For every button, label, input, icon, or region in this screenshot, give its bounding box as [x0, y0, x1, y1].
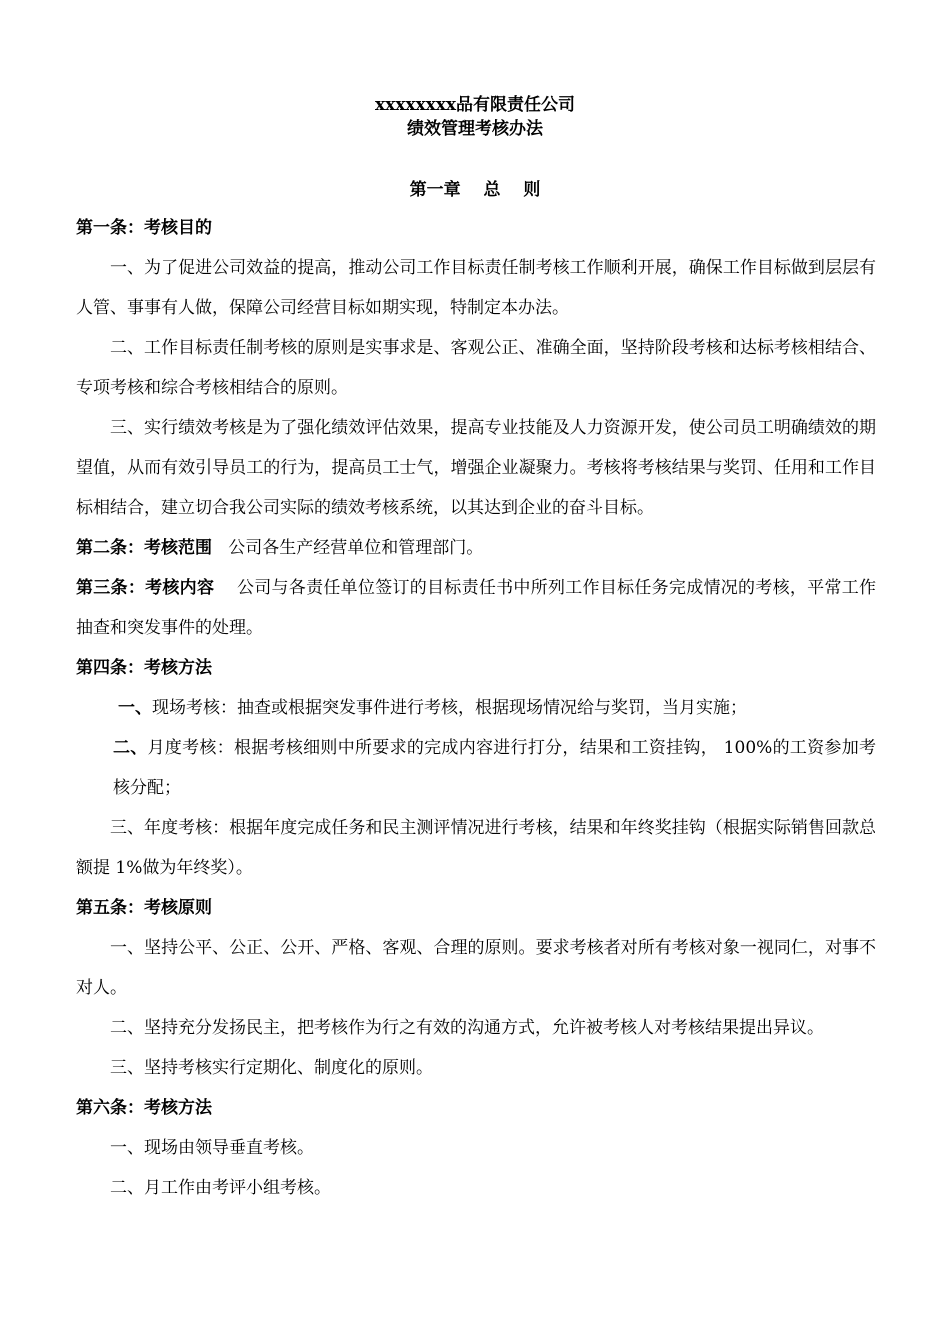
article-3 [76, 568, 876, 648]
article-1-paragraph-1: 一、为了促进公司效益的提高，推动公司工作目标责任制考核工作顺利开展，确保工作目标做到层层有人管、事事有人做，保障公司经营目标如期实现，特制定本办法。 [76, 258, 876, 318]
article-4-p1-text: 现场考核：抽查或根据突发事件进行考核，根据现场情况给与奖罚，当月实施； [152, 698, 747, 718]
article-5-paragraph-1: 一、坚持公平、公正、公开、严格、客观、合理的原则。要求考核者对所有考核对象一视同仁，对事不对人。 [76, 938, 876, 998]
article-2-title: 第二条：考核范围 [76, 538, 212, 558]
article-4-title: 第四条：考核方法 [76, 658, 212, 678]
article-5-paragraph-3: 三、坚持考核实行定期化、制度化的原则。 [110, 1058, 433, 1078]
article-4-p2-label: 二、 [113, 738, 148, 758]
article-4-paragraph-1 [76, 688, 876, 728]
article-4-paragraph-2 [76, 728, 876, 808]
article-6-paragraph-2: 二、月工作由考评小组考核。 [110, 1178, 331, 1198]
document-title: 绩效管理考核办法 [407, 119, 543, 139]
article-3-title: 第三条：考核内容 [76, 578, 215, 598]
article-5-paragraph-2: 二、坚持充分发扬民主，把考核作为行之有效的沟通方式，允许被考核人对考核结果提出异议。 [110, 1018, 824, 1038]
article-4-p1-label: 一、 [118, 698, 152, 718]
article-4-p2-text: 月度考核：根据考核细则中所要求的完成内容进行打分，结果和工资挂钩， 100%的工资参加考核分配； [113, 738, 876, 798]
company-name: xxxxxxxx品有限责任公司 [374, 95, 576, 115]
chapter-heading: 第一章 总 则 [409, 180, 541, 200]
article-5-title: 第五条：考核原则 [76, 898, 212, 918]
article-1-paragraph-3: 三、实行绩效考核是为了强化绩效评估效果，提高专业技能及人力资源开发，使公司员工明确绩效的期望值，从而有效引导员工的行为，提高员工士气，增强企业凝聚力。考核将考核结果与奖罚、任用和工作目标相结合，建立切合我公司实际的绩效考核系统，以其达到企业的奋斗目标。 [76, 418, 876, 518]
article-2 [76, 528, 876, 568]
article-1-paragraph-2: 二、工作目标责任制考核的原则是实事求是、客观公正、准确全面，坚持阶段考核和达标考核相结合、专项考核和综合考核相结合的原则。 [76, 338, 876, 398]
article-6-title: 第六条：考核方法 [76, 1098, 212, 1118]
document-body [76, 208, 876, 1208]
article-6-paragraph-1: 一、现场由领导垂直考核。 [110, 1138, 314, 1158]
article-1-title: 第一条：考核目的 [76, 218, 212, 238]
article-2-text: 公司各生产经营单位和管理部门。 [228, 538, 484, 558]
article-4-paragraph-3: 三、年度考核：根据年度完成任务和民主测评情况进行考核，结果和年终奖挂钩（根据实际销售回款总额提 1%做为年终奖）。 [76, 818, 876, 878]
article-3-text: 公司与各责任单位签订的目标责任书中所列工作目标任务完成情况的考核，平常工作抽查和突发事件的处理。 [76, 578, 876, 638]
